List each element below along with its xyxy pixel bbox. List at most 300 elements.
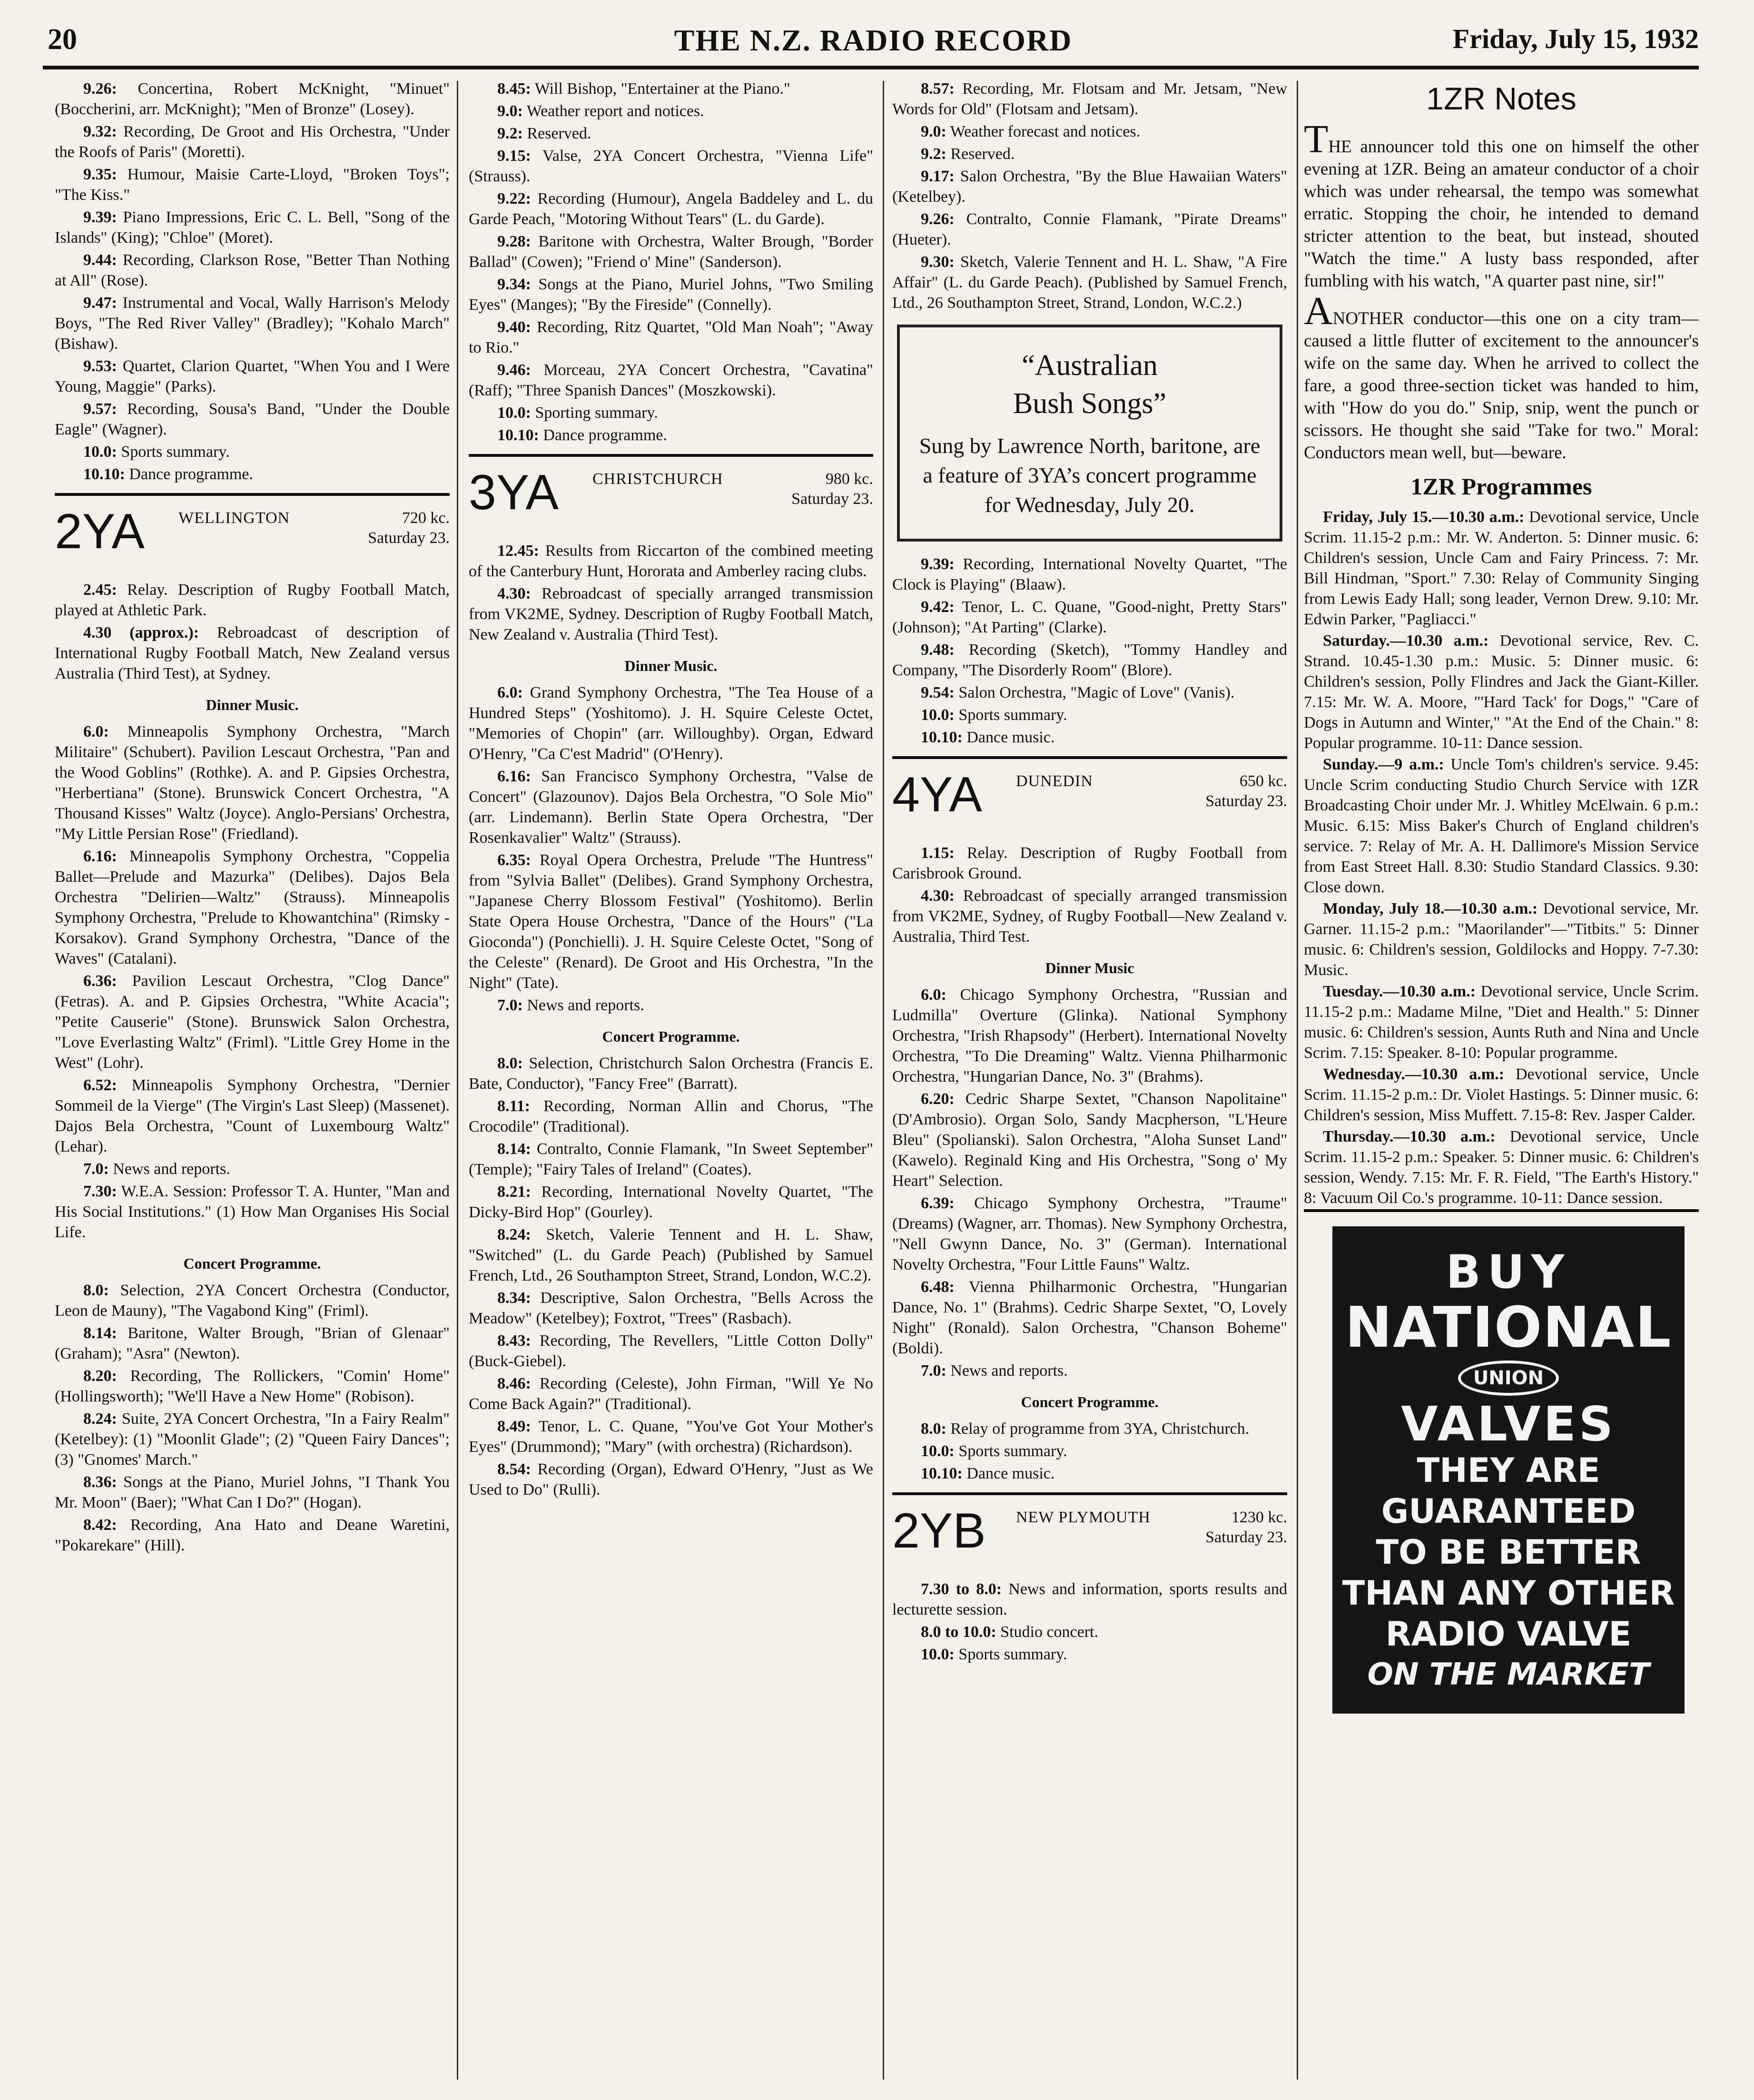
issue-date: Friday, July 15, 1932 — [1452, 23, 1699, 54]
item-list — [892, 843, 1287, 947]
item-description: News and reports. — [108, 1160, 230, 1178]
programme-item — [55, 121, 450, 162]
item-time: 8.42: — [83, 1516, 117, 1534]
item-description: Rebroadcast of description of International Rugby Football Match, New Zealand versus Australia (Third Test), at Sydney. — [55, 624, 450, 682]
programme-item — [469, 317, 873, 358]
programme-item — [469, 583, 873, 645]
item-description: Recording (Celeste), John Firman, "Will Ye No Come Back Again?" (Traditional). — [469, 1375, 873, 1413]
item-description: Songs at the Piano, Muriel Johns, "I Thank You Mr. Moon" (Baer); "What Can I Do?" (Hogan). — [55, 1473, 450, 1511]
item-time: 9.42: — [921, 598, 955, 616]
item-description: Reserved. — [946, 145, 1015, 163]
programme-item — [469, 1373, 873, 1414]
ad-line: RADIO VALVE — [1385, 1615, 1632, 1654]
item-time: 4.30: — [921, 887, 955, 905]
item-time: 9.0: — [497, 102, 523, 120]
item-list — [55, 79, 450, 484]
item-description: Results from Riccarton of the combined meeting of the Canterbury Hunt, Hororata and Amberley racing clubs. — [469, 542, 873, 580]
programme-item — [55, 971, 450, 1073]
drop-cap: A — [1304, 289, 1333, 333]
item-list — [55, 580, 450, 684]
programme-item — [55, 1075, 450, 1157]
feature-body: Sung by Lawrence North, baritone, are a feature of 3YA’s concert programme for Wednesday, July 20. — [919, 434, 1261, 517]
station-city: NEW PLYMOUTH — [1016, 1508, 1151, 1526]
item-description: Recording, International Novelty Quartet, "The Dicky-Bird Hop" (Gourley). — [469, 1183, 873, 1221]
item-list — [892, 1419, 1287, 1484]
programme-list — [1304, 507, 1699, 1212]
item-time: 9.2: — [497, 125, 523, 142]
item-description: Recording, Norman Allin and Chorus, "The Crocodile" (Traditional). — [469, 1097, 873, 1135]
programme-item — [892, 682, 1287, 703]
item-time: 9.47: — [83, 294, 117, 312]
programme-item — [469, 1331, 873, 1371]
item-description: Relay. Description of Rugby Football from Carisbrook Ground. — [892, 844, 1287, 882]
item-time: 10.10: — [83, 465, 125, 483]
programme-item — [469, 1139, 873, 1180]
item-time: 8.34: — [497, 1289, 531, 1307]
item-description: Recording, The Rollickers, "Comin' Home" (Hollingsworth); "We'll Have a New Home" (Robison). — [55, 1367, 450, 1405]
programme-item — [469, 1182, 873, 1223]
item-list — [469, 1053, 873, 1500]
programme-item — [892, 166, 1287, 207]
programme-item — [892, 843, 1287, 884]
station-day: Saturday 23. — [1205, 1528, 1287, 1546]
item-description: Concertina, Robert McKnight, "Minuet" (Boccherini, arr. McKnight); "Men of Bronze" (Losey). — [55, 80, 450, 118]
item-description: Suite, 2YA Concert Orchestra, "In a Fairy Realm" (Ketelbey): (1) "Moonlit Glade"; (2) "Queen Fairy Dances"; (3) "Gnomes' March." — [55, 1410, 450, 1469]
item-description: Sporting summary. — [531, 404, 658, 422]
item-description: Sketch, Valerie Tennent and H. L. Shaw, "Switched" (L. du Garde Peach) (Published by Samuel French, Ltd., 26 Southampton Street, Strand, London, W.C.2). — [469, 1226, 873, 1284]
programme-item — [469, 274, 873, 315]
programme-item — [892, 1463, 1287, 1484]
item-time: 9.22: — [497, 190, 531, 207]
column-divider — [457, 81, 458, 2080]
item-description: Will Bishop, "Entertainer at the Piano." — [531, 80, 790, 98]
item-description: Royal Opera Orchestra, Prelude "The Huntress" from "Sylvia Ballet" (Delibes). Grand Symphony Orchestra, "Japanese Cherry Blossom Festival" (Yoshitomo). Berlin State Opera House Orchestra, "Dance of the Hours" ("La Gioconda") (Ponchielli). J. H. Squire Celeste Octet, "Song of the Celeste" (Renard). De Groot and His Orchestra, "In the Night" (Tate). — [469, 851, 873, 992]
station-city: CHRISTCHURCH — [592, 470, 723, 488]
item-time: 7.30: — [83, 1183, 117, 1200]
item-time: 6.0: — [921, 986, 946, 1004]
section-heading: Dinner Music — [1045, 959, 1134, 976]
programme-item — [892, 1361, 1287, 1381]
programme-item — [469, 1288, 873, 1329]
item-description: News and reports. — [522, 996, 644, 1014]
programme-item — [892, 1419, 1287, 1439]
station-call-sign: 2YA — [55, 504, 145, 559]
item-description: Recording (Humour), Angela Baddeley and L. du Garde Peach, "Motoring Without Tears" (L. du Garde). — [469, 190, 873, 228]
item-time: 8.36: — [83, 1473, 117, 1491]
programme-item — [892, 1193, 1287, 1275]
header-rule — [43, 66, 1699, 69]
station-frequency: 1230 kc. — [1231, 1508, 1287, 1526]
item-description: Selection, 2YA Concert Orchestra (Conductor, Leon de Mauny), "The Vagabond King" (Friml). — [55, 1282, 450, 1320]
day-label: Thursday.—10.30 a.m.: — [1323, 1128, 1496, 1145]
programme-item — [892, 1277, 1287, 1359]
programme-item — [469, 403, 873, 423]
day-details: Devotional service, Uncle Scrim. 11.15-2 p.m.: Speaker. 5: Dinner music. 6: Children's session, Wendy. 7.15: Mr. F. R. Field, "The Earth's History." 8: Vacuum Oil Co.'s programme. 10-11: Dance session. — [1304, 1128, 1699, 1207]
programme-item — [469, 1224, 873, 1286]
notes-title: 1ZR Notes — [1426, 81, 1577, 116]
item-time: 8.14: — [83, 1324, 117, 1342]
programme-item — [55, 580, 450, 621]
programme-item — [55, 622, 450, 684]
column-divider — [883, 81, 884, 2080]
item-description: Relay. Description of Rugby Football Match, played at Athletic Park. — [55, 581, 450, 619]
item-time: 8.46: — [497, 1375, 531, 1392]
feature-title-line: Bush Songs” — [1013, 387, 1167, 420]
item-description: Minneapolis Symphony Orchestra, "March Militaire" (Schubert). Pavilion Lescaut Orchestra, "Pan and the Wood Goblins" (Rothke). A. and P. Gipsies Orchestra, "Herbertiana" (Stone). Brunswick Concert Orchestra, "A Thousand Kisses" Waltz (Joyce). Anglo-Persians' Orchestra, "My Little Persian Rose" (Friedland). — [55, 723, 450, 843]
station-frequency: 980 kc. — [825, 470, 873, 488]
programme-item — [469, 1416, 873, 1457]
item-description: Pavilion Lescaut Orchestra, "Clog Dance" (Fetras). A. and P. Gipsies Orchestra, "White Acacia"; "Petite Causerie" (Stone). Brunswick Salon Orchestra, "Love Everlasting Waltz" (Friml). "Little Grey Home in the West" (Lohr). — [55, 972, 450, 1072]
programme-item — [469, 1096, 873, 1137]
programme-item — [892, 1622, 1287, 1642]
programme-item — [469, 766, 873, 848]
item-description: Recording (Organ), Edward O'Henry, "Just as We Used to Do" (Rulli). — [469, 1460, 873, 1499]
programme-item — [55, 1181, 450, 1242]
item-time: 6.36: — [83, 972, 117, 990]
station-day: Saturday 23. — [1205, 792, 1287, 810]
item-description: Minneapolis Symphony Orchestra, "Dernier Sommeil de la Vierge" (The Virgin's Last Sleep) (Massenet). Dajos Bela Orchestra, "Count of Luxembourg Waltz" (Lehar). — [55, 1076, 450, 1155]
item-list — [55, 721, 450, 1242]
item-list — [469, 541, 873, 645]
item-description: Tenor, L. C. Quane, "You've Got Your Mother's Eyes" (Drummond); "Mary" (with orchestra) (Richardson). — [469, 1418, 873, 1456]
day-details: Devotional service, Mr. Garner. 11.15-2 p.m.: "Maorilander"—"Titbits." 5: Dinner music. 6: Children's session, Goldilocks and Hoppy. 7-7.30: Music. — [1304, 900, 1699, 979]
programme-item — [55, 356, 450, 397]
note-paragraph — [1304, 289, 1699, 464]
ad-line: GUARANTEED — [1381, 1492, 1636, 1531]
programme-item — [469, 79, 873, 99]
item-time: 9.32: — [83, 123, 117, 140]
programme-item — [55, 442, 450, 462]
drop-cap: T — [1304, 117, 1329, 161]
section-heading: Concert Programme. — [183, 1255, 321, 1272]
item-time: 6.16: — [83, 848, 117, 865]
item-time: 10.10: — [497, 426, 539, 444]
item-time: 9.28: — [497, 233, 531, 250]
ad-line: BUY — [1446, 1245, 1571, 1299]
item-description: Weather report and notices. — [522, 102, 704, 120]
item-description: Sports summary. — [954, 706, 1067, 724]
programme-item — [55, 207, 450, 248]
item-description: Contralto, Connie Flamank, "In Sweet September" (Temple); "Fairy Tales of Ireland" (Coates). — [469, 1140, 873, 1178]
station-frequency: 720 kc. — [402, 509, 450, 527]
programme-item — [55, 250, 450, 291]
day-programme — [1304, 754, 1699, 897]
item-description: Morceau, 2YA Concert Orchestra, "Cavatina" (Raff); "Three Spanish Dances" (Moszkowski). — [469, 361, 873, 399]
item-time: 7.0: — [83, 1160, 109, 1178]
advertisement — [1332, 1226, 1685, 1714]
item-list — [892, 985, 1287, 1381]
day-label: Monday, July 18.—10.30 a.m.: — [1323, 900, 1538, 917]
programme-item — [55, 1366, 450, 1407]
ad-brand: NATIONAL — [1345, 1294, 1672, 1360]
item-time: 10.0: — [497, 404, 531, 422]
item-time: 6.39: — [921, 1194, 955, 1212]
item-description: Contralto, Connie Flamank, "Pirate Dreams" (Hueter). — [892, 210, 1287, 248]
programme-item — [55, 399, 450, 440]
item-time: 8.57: — [921, 80, 955, 98]
item-description: Salon Orchestra, "Magic of Love" (Vanis). — [954, 684, 1235, 701]
item-description: Recording, Sousa's Band, "Under the Double Eagle" (Wagner). — [55, 400, 450, 438]
programme-item — [469, 995, 873, 1015]
item-time: 9.26: — [921, 210, 955, 228]
item-description: San Francisco Symphony Orchestra, "Valse de Concert" (Glazounov). Dajos Bela Orchestra, "O Sole Mio" (arr. Lindemann). Berlin State Opera Orchestra, "Der Rosenkavalier" Waltz" (Strauss). — [469, 768, 873, 847]
programme-item — [469, 101, 873, 121]
item-list — [892, 79, 1287, 313]
item-time: 8.0: — [497, 1055, 523, 1072]
item-time: 6.35: — [497, 851, 531, 869]
item-description: Sports summary. — [954, 1646, 1067, 1663]
item-description: Studio concert. — [996, 1623, 1098, 1641]
item-description: Sports summary. — [954, 1442, 1067, 1460]
item-description: Reserved. — [522, 125, 591, 142]
item-time: 9.46: — [497, 361, 531, 379]
station-call-sign: 4YA — [892, 767, 982, 822]
day-details: Devotional service, Uncle Scrim. 11.15-2 p.m.: Dr. Violet Hastings. 5: Dinner music. 6: Children's session, Miss Muffett. 7.15-8: Rev. Jasper Calder. — [1304, 1065, 1699, 1124]
station-header-4ya — [892, 756, 1287, 830]
item-time: 10.0: — [921, 1646, 955, 1663]
item-time: 12.45: — [497, 542, 539, 560]
note-paragraph — [1304, 117, 1699, 292]
day-programme — [1304, 631, 1699, 753]
station-header-2ya — [55, 493, 450, 567]
day-details: Uncle Tom's children's service. 9.45: Uncle Scrim conducting Studio Church Service with 1ZR Broadcasting Choir under Mr. J. Whitley McElwain. 6 p.m.: Music. 6.15: Miss Baker's Church of England children's service. 7: Relay of Mr. A. H. Dallimore's Mission Service from East Street Hall. 8.30: Studio Standard Classics. 9.30: Close down. — [1304, 756, 1699, 896]
item-description: Recording, International Novelty Quartet, "The Clock is Playing" (Blaaw). — [892, 555, 1287, 593]
programme-item — [55, 164, 450, 205]
item-time: 7.0: — [921, 1362, 946, 1380]
section-heading: Dinner Music. — [206, 696, 299, 713]
item-time: 4.30 (approx.): — [83, 624, 199, 641]
programme-item — [469, 682, 873, 764]
item-description: Piano Impressions, Eric C. L. Bell, "Song of the Islands" (King); "Chloe" (Moret). — [55, 208, 450, 246]
item-description: Recording (Sketch), "Tommy Handley and Company, "The Disorderly Room" (Blore). — [892, 641, 1287, 679]
programme-item — [892, 640, 1287, 680]
feature-box — [897, 325, 1282, 542]
item-time: 10.10: — [921, 1465, 963, 1482]
item-description: Songs at the Piano, Muriel Johns, "Two Smiling Eyes" (Manges); "By the Fireside" (Connelly). — [469, 276, 873, 314]
section-heading: Dinner Music. — [624, 657, 718, 674]
item-description: Rebroadcast of specially arranged transmission from VK2ME, Sydney. Description of Rugby Football Match, New Zealand v. Australia (Third Test). — [469, 585, 873, 643]
item-description: Sports summary. — [117, 443, 230, 461]
programme-item — [469, 425, 873, 445]
programme-item — [55, 1323, 450, 1364]
item-time: 10.0: — [921, 1442, 955, 1460]
item-time: 9.54: — [921, 684, 955, 701]
item-time: 9.34: — [497, 276, 531, 293]
ad-line: THAN ANY OTHER — [1342, 1574, 1675, 1613]
page-number: 20 — [48, 23, 77, 56]
item-description: Baritone, Walter Brough, "Brian of Glenaar" (Graham); "Asra" (Newton). — [55, 1324, 450, 1362]
item-description: Rebroadcast of specially arranged transmission from VK2ME, Sydney, of Rugby Football—New Zealand v. Australia, Third Test. — [892, 887, 1287, 946]
item-time: 8.0 to 10.0: — [921, 1623, 996, 1641]
item-list — [469, 79, 873, 445]
day-programme — [1304, 1064, 1699, 1125]
item-description: Humour, Maisie Carte-Lloyd, "Broken Toys"; "The Kiss." — [55, 166, 450, 204]
programme-item — [892, 252, 1287, 313]
station-city: DUNEDIN — [1016, 772, 1093, 790]
item-time: 10.0: — [83, 443, 117, 461]
item-time: 8.24: — [497, 1226, 531, 1243]
item-time: 6.20: — [921, 1090, 955, 1108]
item-time: 10.0: — [921, 706, 955, 724]
programme-item — [55, 79, 450, 119]
column-4 — [1304, 79, 1699, 2086]
item-time: 6.0: — [497, 684, 523, 701]
item-description: Recording, Ana Hato and Deane Waretini, "Pokarekare" (Hill). — [55, 1516, 450, 1554]
item-time: 8.11: — [497, 1097, 530, 1115]
programme-item — [892, 209, 1287, 250]
item-description: Relay of programme from 3YA, Christchurch. — [946, 1420, 1250, 1438]
item-time: 7.0: — [497, 996, 523, 1014]
item-description: Dance programme. — [539, 426, 667, 444]
item-description: Sketch, Valerie Tennent and H. L. Shaw, "A Fire Affair" (L. du Garde Peach). (Published by Samuel French, Ltd., 26 Southampton Street, Strand, London, W.C.2.) — [892, 253, 1287, 312]
item-description: Weather forecast and notices. — [946, 123, 1141, 140]
item-description: Tenor, L. C. Quane, "Good-night, Pretty Stars" (Johnson); "At Parting" (Clarke). — [892, 598, 1287, 636]
programme-item — [892, 121, 1287, 142]
day-label: Friday, July 15.—10.30 a.m.: — [1323, 508, 1525, 526]
item-time: 8.24: — [83, 1410, 117, 1428]
item-time: 7.30 to 8.0: — [921, 1580, 1002, 1598]
programme-item — [892, 79, 1287, 119]
programme-item — [55, 293, 450, 354]
item-time: 8.20: — [83, 1367, 117, 1385]
item-time: 9.15: — [497, 147, 531, 165]
item-time: 8.21: — [497, 1183, 531, 1201]
station-call-sign: 3YA — [469, 465, 559, 520]
item-description: Dance music. — [962, 729, 1055, 746]
ad-line: THEY ARE — [1417, 1451, 1600, 1490]
item-list — [892, 554, 1287, 748]
item-time: 8.45: — [497, 80, 531, 98]
station-day: Saturday 23. — [368, 529, 450, 547]
day-details: Devotional service, Rev. C. Strand. 10.45-1.30 p.m.: Music. 5: Dinner music. 6: Children's session, Polly Flindres and Jack the Giant-Killer. 7.15: Mr. W. A. Moore, "'Hard Tack' for Dogs," "Care of Dogs in Autumn and Winter," "At the End of the Chain." 8: Popular programme. 10-11: Dance session. — [1304, 632, 1699, 752]
item-description: Recording, Mr. Flotsam and Mr. Jetsam, "New Words for Old" (Flotsam and Jetsam). — [892, 80, 1287, 118]
day-details: Devotional service, Uncle Scrim. 11.15-2 p.m.: Madame Milne, "Diet and Health." 5: Dinner music. 6: Children's session, Aunts Ruth and Nina and Uncle Scrim. 7.15: Speaker. 8-10: Popular programme. — [1304, 983, 1699, 1062]
note-text: HE announcer told this one on himself the other evening at 1ZR. Being an amateur conductor of a choir which was under rehearsal, the tempo was somewhat erratic. Stopping the choir, he intended to demand stricter attention to the beat, but instead, shouted "Watch the time." A lusty bass responded, after fumbling with his watch, "A quarter past nine, sir!" — [1304, 137, 1699, 291]
ad-line: VALVES — [1401, 1396, 1616, 1452]
programmes-title: 1ZR Programmes — [1410, 473, 1592, 500]
item-time: 9.44: — [83, 251, 117, 269]
item-time: 9.40: — [497, 318, 531, 336]
programme-item — [892, 554, 1287, 595]
programme-item — [892, 1579, 1287, 1620]
item-time: 9.57: — [83, 400, 117, 418]
day-label: Tuesday.—10.30 a.m.: — [1323, 983, 1476, 1000]
station-frequency: 650 kc. — [1239, 772, 1287, 790]
programme-item — [892, 1441, 1287, 1461]
programme-item — [55, 1409, 450, 1470]
item-description: Descriptive, Salon Orchestra, "Bells Across the Meadow" (Ketelbey); Foxtrot, "Trees" (Rasbach). — [469, 1289, 873, 1327]
item-time: 9.48: — [921, 641, 955, 659]
item-time: 9.26: — [83, 80, 117, 98]
programme-item — [892, 727, 1287, 748]
ad-line: ON THE MARKET — [1367, 1657, 1650, 1692]
item-description: Instrumental and Vocal, Wally Harrison's Melody Boys, "The Red River Valley" (Bradley); "Kohalo March" (Bishaw). — [55, 294, 450, 353]
programme-item — [469, 850, 873, 993]
day-programme — [1304, 1126, 1699, 1208]
programme-item — [892, 985, 1287, 1087]
item-time: 9.17: — [921, 168, 955, 185]
item-description: Grand Symphony Orchestra, "The Tea House of a Hundred Steps" (Yoshitomo). J. H. Squire Celeste Octet, "Memories of Chopin" (arr. Willoughby). Organ, Edward O'Henry, "Ca C'est Madrid" (O'Henry). — [469, 684, 873, 763]
item-time: 9.39: — [921, 555, 955, 573]
programme-item — [892, 1089, 1287, 1191]
item-time: 1.15: — [921, 844, 955, 862]
day-label: Wednesday.—10.30 a.m.: — [1323, 1065, 1505, 1083]
item-time: 2.45: — [83, 581, 117, 599]
item-description: Cedric Sharpe Sextet, "Chanson Napolitaine" (D'Ambrosio). Organ Solo, Sandy Macpherson, "L'Heure Bleu" (Spolianski). Salon Orchestra, "Aloha Sunset Land" (Kawelo). Reginald King and His Orchestra, "Song o' My Heart" Selection. — [892, 1090, 1287, 1190]
union-logo: UNION — [1458, 1361, 1559, 1396]
item-list — [892, 1579, 1287, 1665]
item-description: Dance music. — [962, 1465, 1055, 1482]
column-1 — [55, 79, 450, 2086]
item-time: 6.0: — [83, 723, 109, 740]
item-description: Chicago Symphony Orchestra, "Traume" (Dreams) (Wagner, arr. Thomas). New Symphony Orchestra, "Nell Gwynn Dance, No. 3" (German). International Novelty Orchestra, "Four Little Fauns" Waltz. — [892, 1194, 1287, 1273]
programme-item — [469, 1459, 873, 1500]
item-time: 9.2: — [921, 145, 946, 163]
day-details: Devotional service, Uncle Scrim. 11.15-2 p.m.: Mr. W. Anderton. 5: Dinner music. 6: Children's session, Uncle Cam and Fairy Princess. 7: Mr. Bill Hindman, "Sport." 7.30: Relay of Community Singing from Lewis Eady Hall; song leader, Vernon Drew. 9.10: Mr. Edwin Parker, "Pagliacci." — [1304, 508, 1699, 628]
item-time: 9.30: — [921, 253, 955, 271]
item-description: Salon Orchestra, "By the Blue Hawaiian Waters" (Ketelbey). — [892, 168, 1287, 206]
item-time: 9.53: — [83, 357, 117, 375]
programme-item — [55, 721, 450, 844]
item-description: Vienna Philharmonic Orchestra, "Hungarian Dance, No. 1" (Brahms). Cedric Sharpe Sextet, "O, Lovely Night" (Ronald). Salon Orchestra, "Chanson Boheme" (Boldi). — [892, 1278, 1287, 1357]
item-time: 9.39: — [83, 208, 117, 226]
item-description: Chicago Symphony Orchestra, "Russian and Ludmilla" Overture (Glinka). National Symphony Orchestra, "Irish Rhapsody" (Herbert). International Novelty Orchestra, "To Die Dreaming" Waltz. Vienna Philharmonic Orchestra, "Hungarian Dance, No. 3" (Brahms). — [892, 986, 1287, 1085]
item-description: Recording, The Revellers, "Little Cotton Dolly" (Buck-Giebel). — [469, 1332, 873, 1370]
station-header-3ya — [469, 454, 873, 528]
programme-item — [55, 846, 450, 969]
day-label: Saturday.—10.30 a.m.: — [1323, 632, 1489, 650]
programme-item — [55, 1472, 450, 1513]
feature-title — [912, 346, 1267, 423]
station-header-2yb — [892, 1492, 1287, 1567]
item-description: Minneapolis Symphony Orchestra, "Coppelia Ballet—Prelude and Mazurka" (Delibes). Dajos Bela Orchestra "Delirien—Waltz" (Strauss). Minneapolis Symphony Orchestra, "Prelude to Khowantchina" (Rimsky - Korsakov). Grand Symphony Orchestra, "Dance of the Waves" (Catalani). — [55, 848, 450, 967]
item-time: 8.49: — [497, 1418, 531, 1435]
item-time: 9.35: — [83, 166, 117, 183]
programme-item — [469, 360, 873, 401]
item-time: 6.16: — [497, 768, 531, 785]
programme-item — [55, 1159, 450, 1179]
item-description: Quartet, Clarion Quartet, "When You and I Were Young, Maggie" (Parks). — [55, 357, 450, 395]
column-divider — [1297, 81, 1298, 2080]
item-time: 6.52: — [83, 1076, 117, 1094]
programme-item — [892, 597, 1287, 638]
programme-item — [469, 146, 873, 187]
day-programme — [1304, 507, 1699, 630]
station-call-sign: 2YB — [892, 1503, 986, 1558]
column-3 — [892, 79, 1287, 2086]
item-time: 4.30: — [497, 585, 531, 602]
item-time: 8.14: — [497, 1140, 531, 1158]
programme-item — [469, 188, 873, 229]
item-time: 8.0: — [921, 1420, 946, 1438]
programme-item — [892, 705, 1287, 725]
day-programme — [1304, 981, 1699, 1063]
item-time: 8.54: — [497, 1460, 531, 1478]
item-description: Selection, Christchurch Salon Orchestra (Francis E. Bate, Conductor), "Fancy Free" (Barratt). — [469, 1055, 873, 1093]
ad-line: TO BE BETTER — [1376, 1533, 1641, 1572]
programme-item — [892, 886, 1287, 947]
item-description: News and information, sports results and lecturette session. — [892, 1580, 1287, 1618]
item-description: Recording, Clarkson Rose, "Better Than Nothing at All" (Rose). — [55, 251, 450, 289]
section-heading: Concert Programme. — [1021, 1393, 1159, 1410]
programme-item — [469, 123, 873, 144]
programme-item — [55, 1515, 450, 1556]
programme-item — [469, 1053, 873, 1094]
item-description: Recording, De Groot and His Orchestra, "Under the Roofs of Paris" (Moretti). — [55, 123, 450, 161]
programme-item — [892, 1644, 1287, 1665]
item-list — [55, 1280, 450, 1556]
programme-item — [892, 144, 1287, 164]
